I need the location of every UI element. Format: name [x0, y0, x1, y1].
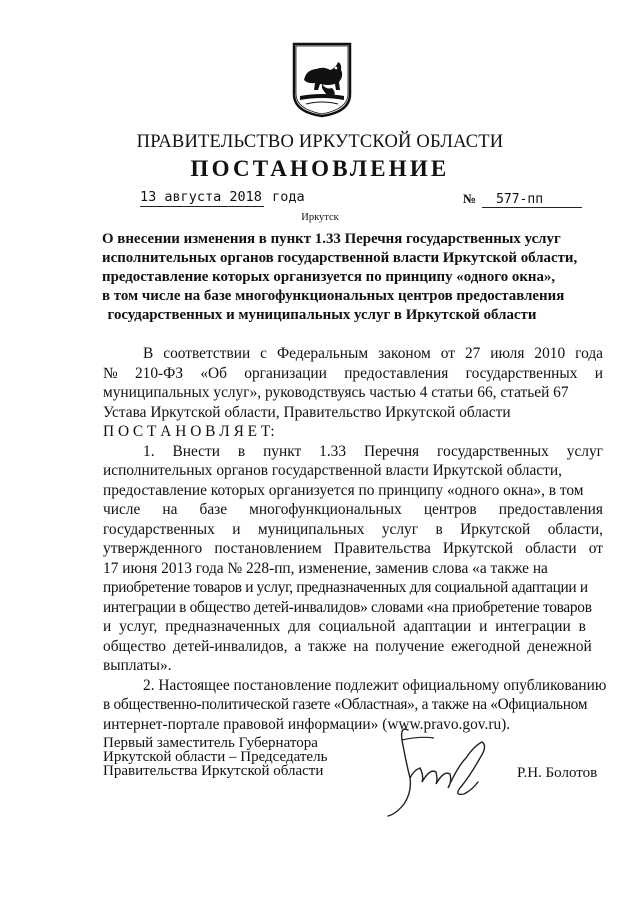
- document-title: [102, 230, 578, 325]
- word: Перечня: [363, 442, 420, 460]
- number-sign: №: [463, 191, 477, 206]
- text-line: 2. Настоящее постановление подлежит официальному опубликованию: [143, 676, 607, 694]
- text-line: интернет-портале правовой информации» (www.pravo.gov.ru).: [103, 715, 511, 733]
- word: в: [435, 520, 443, 538]
- text-line: 17 июня 2013 года № 228-пп, изменение, заменив слова «а также на: [103, 559, 548, 577]
- word: многофункциональных: [249, 501, 402, 518]
- signer-position: [103, 736, 327, 778]
- word: Правительства: [333, 540, 431, 557]
- word: В: [143, 345, 154, 362]
- word: утвержденного: [103, 540, 203, 557]
- word: года: [575, 345, 603, 362]
- word: и: [232, 520, 241, 538]
- word: услуг: [566, 442, 603, 460]
- number-value: 577-пп: [482, 192, 582, 208]
- justified-line: [103, 442, 603, 462]
- word: в: [237, 442, 246, 460]
- word: с: [260, 345, 268, 362]
- word: предоставления: [498, 501, 603, 518]
- date-suffix: года: [272, 189, 305, 205]
- word: центров: [423, 501, 477, 518]
- word: государственных: [103, 520, 215, 538]
- word: июля: [490, 345, 525, 362]
- word: 210-ФЗ: [134, 364, 184, 382]
- word: области: [525, 540, 577, 557]
- word: на: [162, 501, 178, 518]
- justified-line: [103, 364, 603, 384]
- date-value: 13 августа 2018: [140, 189, 262, 205]
- text-line: приобретение товаров и услуг, предназначенных для социальной адаптации и: [103, 579, 588, 596]
- word: №: [103, 364, 118, 382]
- document-city: Иркутск: [301, 212, 339, 223]
- document-body: [103, 344, 607, 734]
- title-line: исполнительных органов государственной власти Иркутской области,: [102, 250, 578, 266]
- handwritten-signature-icon: [380, 718, 500, 828]
- word: базе: [199, 501, 228, 518]
- document-date: [140, 189, 305, 205]
- title-line: государственных и муниципальных услуг в Иркутской области: [107, 307, 537, 323]
- word: Иркутской: [460, 520, 531, 538]
- word: области,: [547, 520, 603, 538]
- word: «Об: [200, 364, 227, 382]
- word: 1.: [143, 442, 155, 460]
- word: предоставления: [344, 364, 449, 382]
- title-line: предоставление которых организуется по принципу «одного окна»,: [102, 269, 556, 285]
- text-line: Устава Иркутской области, Правительство Иркутской области: [103, 403, 511, 421]
- justified-line: [103, 539, 603, 559]
- justified-line: [103, 344, 603, 364]
- word: услуг: [381, 520, 419, 538]
- word: пункт: [263, 442, 302, 460]
- text-line: интеграции в общество детей-инвалидов» словами «на приобретение товаров: [103, 598, 592, 616]
- word: 2010: [534, 345, 566, 362]
- signer-name: Р.Н. Болотов: [517, 765, 598, 781]
- position-line: Иркутской области – Председатель: [103, 749, 328, 765]
- word: и: [594, 364, 603, 382]
- resolves-heading: П О С Т А Н О В Л Я Е Т:: [103, 423, 275, 440]
- word: законом: [378, 345, 431, 362]
- word: Федеральным: [276, 345, 369, 362]
- text-line: исполнительных органов государственной власти Иркутской области,: [103, 462, 562, 479]
- text-line: муниципальных услуг», руководствуясь частью 4 статьи 66, статьей 67: [103, 384, 569, 401]
- word: организации: [244, 364, 327, 382]
- word: 1.33: [319, 442, 347, 460]
- title-line: О внесении изменения в пункт 1.33 Перечня государственных услуг: [102, 231, 561, 247]
- position-line: Первый заместитель Губернатора: [103, 735, 318, 751]
- word: Внести: [172, 442, 220, 460]
- word: постановлением: [214, 540, 322, 557]
- position-line: Правительства Иркутской области: [103, 763, 324, 779]
- text-line: выплаты».: [103, 657, 172, 674]
- word: числе: [103, 501, 141, 518]
- word: от: [588, 540, 603, 557]
- text-line: предоставление которых организуется по принципу «одного окна», в том: [103, 481, 584, 499]
- word: Иркутской: [442, 540, 514, 557]
- text-line: в общественно-политической газете «Областная», а также на «Официальном: [103, 696, 588, 713]
- word: государственных: [465, 364, 578, 382]
- word: 27: [464, 345, 481, 362]
- text-line: общество детей-инвалидов, а также на получение ежегодной денежной: [103, 637, 592, 655]
- title-line: в том числе на базе многофункциональных центров предоставления: [102, 288, 565, 304]
- justified-line: [103, 520, 603, 540]
- text-line: и услуг, предназначенных для социальной адаптации и интеграции в: [103, 618, 586, 635]
- coat-of-arms-icon: [292, 42, 352, 118]
- government-name: ПРАВИТЕЛЬСТВО ИРКУТСКОЙ ОБЛАСТИ: [136, 132, 504, 152]
- word: государственных: [437, 442, 549, 460]
- word: от: [440, 345, 455, 362]
- justified-line: [103, 500, 603, 520]
- document-number: [463, 191, 582, 208]
- document-type: ПОСТАНОВЛЕНИЕ: [190, 156, 450, 181]
- word: муниципальных: [257, 520, 365, 538]
- word: соответствии: [163, 345, 251, 362]
